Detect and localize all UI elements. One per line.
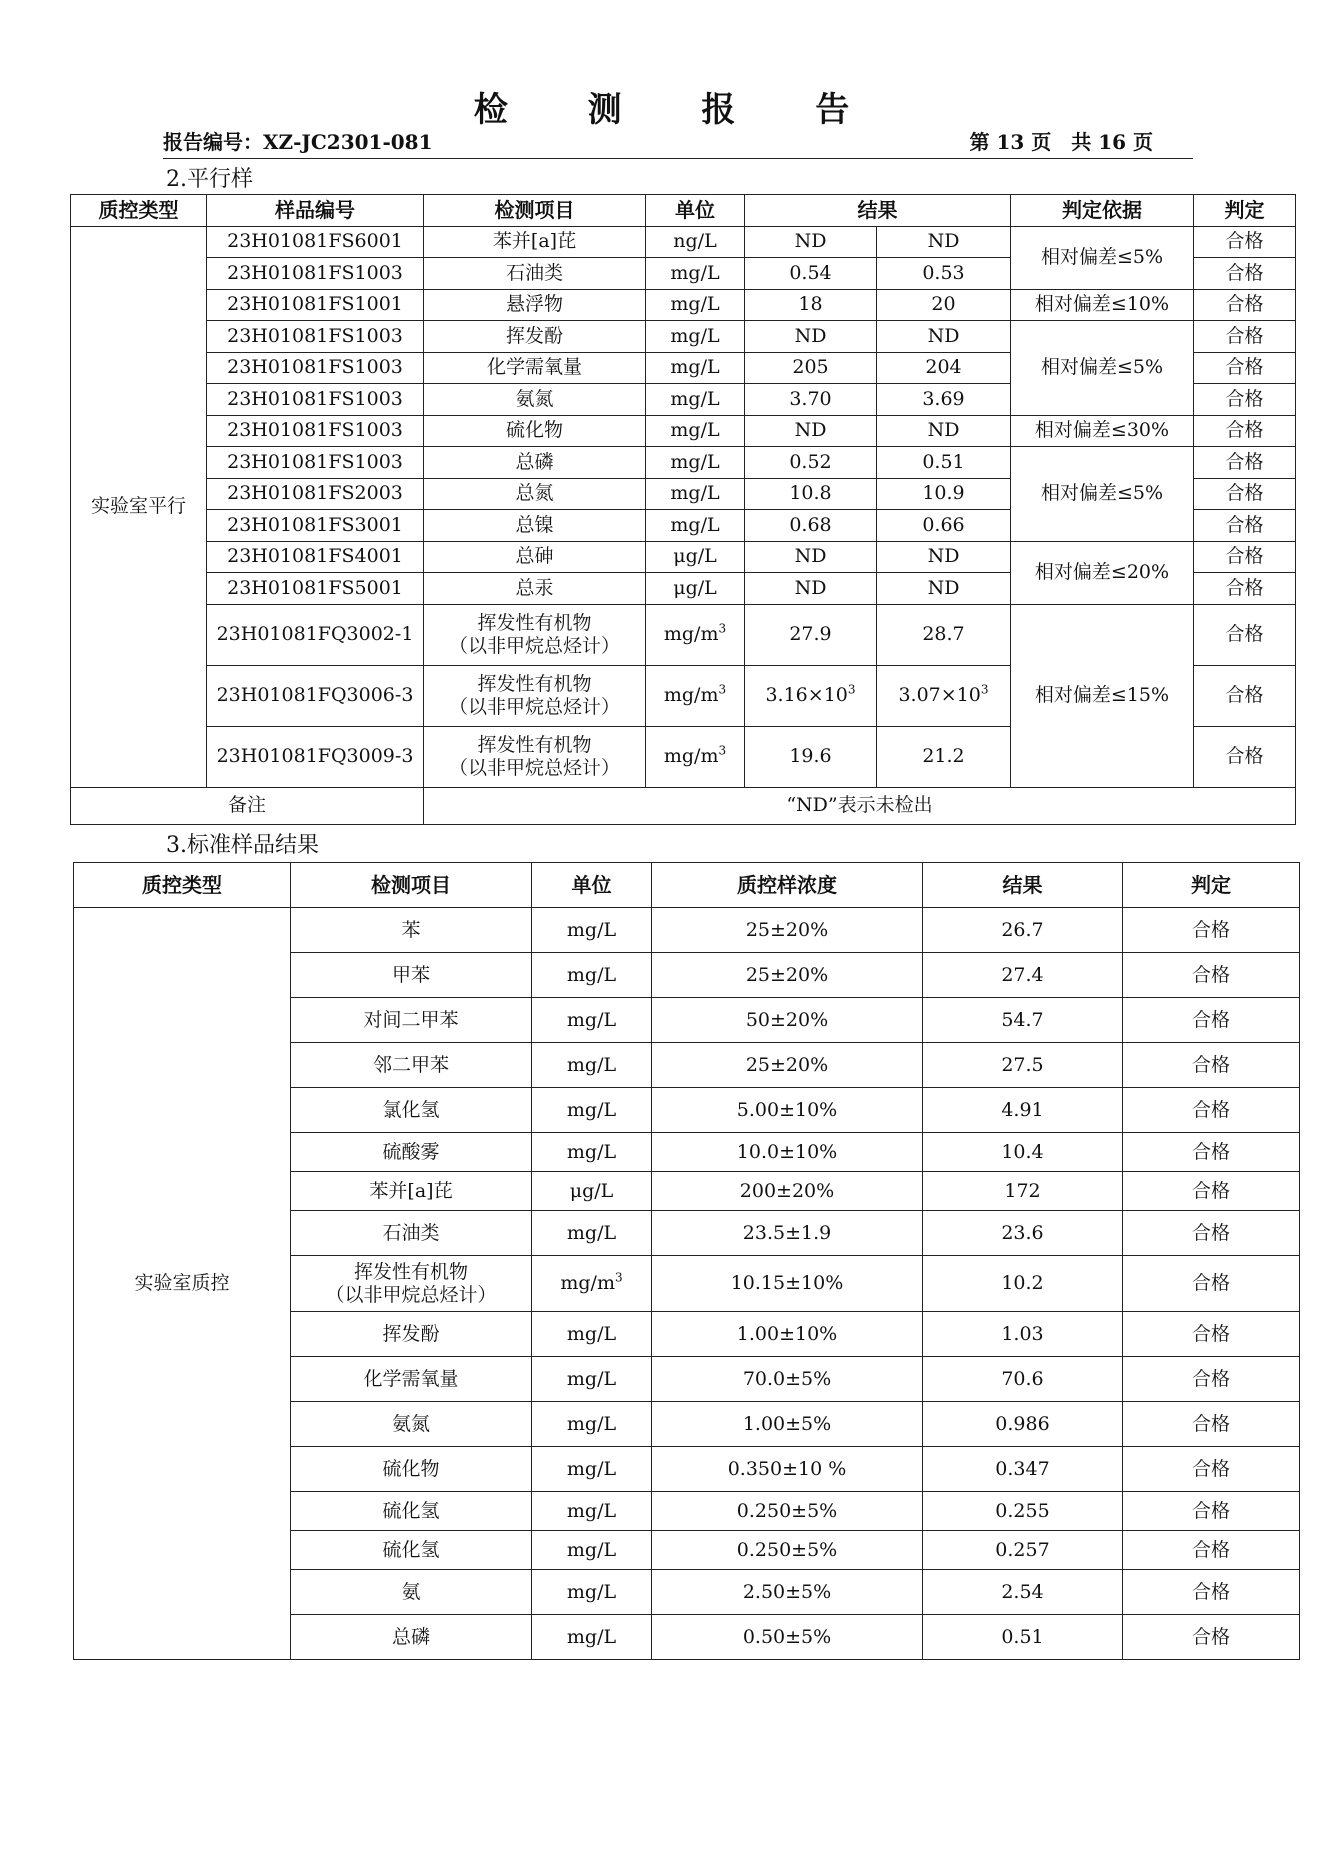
judge-cell: 合格 [1194,321,1296,353]
result1-cell: ND [745,573,877,605]
conc-cell: 25±20% [652,1043,923,1088]
result1-cell [745,665,877,726]
result1-cell: 0.52 [745,447,877,479]
item-cell [291,1256,532,1312]
report-header [163,128,1193,159]
result1-text: 3.16×10 [765,684,848,707]
col-header-item: 检测项目 [291,863,532,908]
unit-cell [532,1256,652,1312]
unit-cell: mg/L [532,1447,652,1492]
judge-cell: 合格 [1123,1088,1300,1133]
unit-cell: mg/L [646,258,745,290]
conc-cell: 2.50±5% [652,1570,923,1615]
sample-cell: 23H01081FS2003 [207,478,424,510]
unit-cell: mg/L [532,1492,652,1531]
result2-cell: ND [877,321,1011,353]
item-line2: （以非甲烷总烃计） [325,1283,497,1306]
result-cell: 1.03 [923,1312,1123,1357]
col-header-sample: 样品编号 [207,195,424,227]
unit-cell: μg/L [646,541,745,573]
section-heading-standard: 3.标准样品结果 [166,833,319,858]
judge-cell: 合格 [1194,352,1296,384]
item-cell: 总磷 [424,447,646,479]
unit-cell: mg/L [532,1402,652,1447]
conc-cell: 0.250±5% [652,1531,923,1570]
sample-cell: 23H01081FQ3009-3 [207,726,424,787]
conc-cell: 25±20% [652,908,923,953]
item-cell: 邻二甲苯 [291,1043,532,1088]
result2-cell: 3.69 [877,384,1011,416]
result-cell: 70.6 [923,1357,1123,1402]
conc-cell: 0.50±5% [652,1615,923,1660]
report-title: 检 测 报 告 [473,90,884,130]
result2-cell [877,665,1011,726]
table-row [71,604,1296,665]
judge-cell: 合格 [1194,447,1296,479]
result-cell: 10.2 [923,1256,1123,1312]
result-cell: 0.257 [923,1531,1123,1570]
result1-cell: 27.9 [745,604,877,665]
judge-cell: 合格 [1123,1043,1300,1088]
item-cell: 挥发酚 [291,1312,532,1357]
result2-cell: 0.53 [877,258,1011,290]
item-cell: 总砷 [424,541,646,573]
unit-text: mg/m [560,1272,615,1295]
item-cell: 苯并[a]芘 [291,1172,532,1211]
unit-cell: mg/L [646,321,745,353]
page-number: 第 13 页 共 16 页 [969,130,1153,154]
sample-cell: 23H01081FS4001 [207,541,424,573]
result-cell: 27.4 [923,953,1123,998]
col-header-unit: 单位 [646,195,745,227]
result1-cell: ND [745,321,877,353]
unit-cell: mg/L [646,415,745,447]
conc-cell: 10.0±10% [652,1133,923,1172]
result2-cell: 21.2 [877,726,1011,787]
unit-cell [646,726,745,787]
item-cell: 苯 [291,908,532,953]
basis-cell: 相对偏差≤5% [1011,447,1194,542]
table-row [71,541,1296,573]
sample-cell: 23H01081FS1003 [207,352,424,384]
item-cell: 硫酸雾 [291,1133,532,1172]
basis-cell: 相对偏差≤5% [1011,226,1194,289]
unit-sup: 3 [718,743,727,758]
conc-cell: 200±20% [652,1172,923,1211]
item-cell: 硫化氢 [291,1492,532,1531]
result-cell: 2.54 [923,1570,1123,1615]
item-cell: 硫化物 [424,415,646,447]
result2-cell: 10.9 [877,478,1011,510]
judge-cell: 合格 [1123,1570,1300,1615]
result-cell: 10.4 [923,1133,1123,1172]
table-row [71,226,1296,258]
sample-cell: 23H01081FS1003 [207,447,424,479]
result1-cell: ND [745,415,877,447]
unit-cell: mg/L [532,1211,652,1256]
judge-cell: 合格 [1123,1615,1300,1660]
basis-cell: 相对偏差≤30% [1011,415,1194,447]
col-header-item: 检测项目 [424,195,646,227]
col-header-basis: 判定依据 [1011,195,1194,227]
result2-cell: ND [877,573,1011,605]
unit-sup: 3 [614,1270,623,1285]
standard-sample-table [73,862,1300,1660]
remark-text: “ND”表示未检出 [424,787,1296,824]
result2-cell: 204 [877,352,1011,384]
unit-cell: μg/L [532,1172,652,1211]
remark-row [71,787,1296,824]
result-cell: 0.51 [923,1615,1123,1660]
unit-cell: mg/L [646,352,745,384]
result-cell: 0.347 [923,1447,1123,1492]
item-cell: 化学需氧量 [424,352,646,384]
result-cell: 23.6 [923,1211,1123,1256]
judge-cell: 合格 [1123,1211,1300,1256]
unit-cell: mg/L [532,1531,652,1570]
col-header-result: 结果 [923,863,1123,908]
unit-text: mg/m [663,623,719,646]
item-cell: 悬浮物 [424,289,646,321]
section-heading-parallel: 2.平行样 [166,167,253,192]
unit-sup: 3 [718,621,727,636]
col-header-unit: 单位 [532,863,652,908]
result2-cell: ND [877,415,1011,447]
judge-cell: 合格 [1123,1312,1300,1357]
judge-cell: 合格 [1123,908,1300,953]
sample-cell: 23H01081FS1003 [207,321,424,353]
item-cell: 苯并[a]芘 [424,226,646,258]
conc-cell: 50±20% [652,998,923,1043]
judge-cell: 合格 [1194,573,1296,605]
result1-cell: 3.70 [745,384,877,416]
basis-cell: 相对偏差≤20% [1011,541,1194,604]
conc-cell: 1.00±10% [652,1312,923,1357]
table-row [71,447,1296,479]
judge-cell: 合格 [1194,415,1296,447]
item-cell: 总镍 [424,510,646,542]
item-cell: 硫化物 [291,1447,532,1492]
result-cell: 172 [923,1172,1123,1211]
remark-label: 备注 [71,787,424,824]
result-cell: 26.7 [923,908,1123,953]
item-cell: 石油类 [291,1211,532,1256]
judge-cell: 合格 [1123,1172,1300,1211]
item-cell: 总汞 [424,573,646,605]
sample-cell: 23H01081FS1003 [207,258,424,290]
judge-cell: 合格 [1194,289,1296,321]
unit-cell: mg/L [532,1043,652,1088]
judge-cell: 合格 [1123,1492,1300,1531]
basis-cell: 相对偏差≤15% [1011,604,1194,787]
col-header-judge: 判定 [1123,863,1300,908]
item-cell: 总氮 [424,478,646,510]
unit-cell: mg/L [646,447,745,479]
item-cell: 总磷 [291,1615,532,1660]
sample-cell: 23H01081FS1003 [207,384,424,416]
judge-cell: 合格 [1123,1402,1300,1447]
judge-cell: 合格 [1194,226,1296,258]
judge-cell: 合格 [1123,1531,1300,1570]
unit-sup: 3 [718,682,727,697]
table-row [71,289,1296,321]
parallel-sample-table [70,194,1296,825]
unit-text: mg/m [663,684,719,707]
result2-cell: 20 [877,289,1011,321]
result-cell: 54.7 [923,998,1123,1043]
sample-cell: 23H01081FS5001 [207,573,424,605]
sample-cell: 23H01081FS6001 [207,226,424,258]
conc-cell: 0.350±10 % [652,1447,923,1492]
item-cell: 氨氮 [291,1402,532,1447]
item-cell [424,665,646,726]
unit-cell: mg/L [532,1088,652,1133]
item-line2: （以非甲烷总烃计） [448,634,620,657]
item-cell [424,726,646,787]
unit-cell: mg/L [532,1312,652,1357]
conc-cell: 5.00±10% [652,1088,923,1133]
item-line2: （以非甲烷总烃计） [448,756,620,779]
judge-cell: 合格 [1123,1357,1300,1402]
unit-cell: mg/L [646,289,745,321]
unit-cell: mg/L [532,953,652,998]
result-cell: 0.986 [923,1402,1123,1447]
table-header-row [71,195,1296,227]
result1-cell: 10.8 [745,478,877,510]
result2-sup: 3 [980,682,989,697]
result2-cell: ND [877,541,1011,573]
sample-cell: 23H01081FS1003 [207,415,424,447]
result2-text: 3.07×10 [898,684,981,707]
unit-cell: mg/L [532,1615,652,1660]
conc-cell: 0.250±5% [652,1492,923,1531]
unit-cell: μg/L [646,573,745,605]
conc-cell: 23.5±1.9 [652,1211,923,1256]
judge-cell: 合格 [1194,604,1296,665]
result-cell: 27.5 [923,1043,1123,1088]
unit-cell: mg/L [532,1133,652,1172]
unit-cell: mg/L [532,998,652,1043]
item-line2: （以非甲烷总烃计） [448,695,620,718]
sample-cell: 23H01081FS1001 [207,289,424,321]
table-row [71,321,1296,353]
report-number: 报告编号：XZ-JC2301-081 [163,130,433,154]
result2-cell: 28.7 [877,604,1011,665]
unit-cell: mg/L [646,478,745,510]
table-header-row [74,863,1300,908]
col-header-qc-type: 质控类型 [74,863,291,908]
result1-cell: 0.68 [745,510,877,542]
qc-type-cell: 实验室平行 [71,226,207,787]
table-row [71,415,1296,447]
sample-cell: 23H01081FS3001 [207,510,424,542]
unit-text: mg/m [663,745,719,768]
col-header-judge: 判定 [1194,195,1296,227]
judge-cell: 合格 [1194,384,1296,416]
table-row [74,908,1300,953]
unit-cell: mg/L [646,384,745,416]
result1-cell: 19.6 [745,726,877,787]
judge-cell: 合格 [1194,510,1296,542]
result1-cell: 0.54 [745,258,877,290]
item-cell: 挥发酚 [424,321,646,353]
item-cell: 对间二甲苯 [291,998,532,1043]
sample-cell: 23H01081FQ3006-3 [207,665,424,726]
unit-cell: ng/L [646,226,745,258]
judge-cell: 合格 [1194,726,1296,787]
conc-cell: 1.00±5% [652,1402,923,1447]
result1-cell: ND [745,541,877,573]
result-cell: 0.255 [923,1492,1123,1531]
conc-cell: 10.15±10% [652,1256,923,1312]
result1-cell: ND [745,226,877,258]
judge-cell: 合格 [1194,258,1296,290]
item-cell: 氨氮 [424,384,646,416]
item-cell: 化学需氧量 [291,1357,532,1402]
result2-cell: 0.66 [877,510,1011,542]
judge-cell: 合格 [1194,478,1296,510]
result1-cell: 18 [745,289,877,321]
unit-cell: mg/L [646,510,745,542]
col-header-result: 结果 [745,195,1011,227]
sample-cell: 23H01081FQ3002-1 [207,604,424,665]
result2-cell: 0.51 [877,447,1011,479]
item-cell: 甲苯 [291,953,532,998]
col-header-qc-type: 质控类型 [71,195,207,227]
item-cell: 氨 [291,1570,532,1615]
item-cell [424,604,646,665]
unit-cell: mg/L [532,908,652,953]
item-line1: 挥发性有机物 [477,672,592,695]
result-cell: 4.91 [923,1088,1123,1133]
unit-cell [646,604,745,665]
item-line1: 挥发性有机物 [477,611,592,634]
basis-cell: 相对偏差≤5% [1011,321,1194,416]
judge-cell: 合格 [1194,541,1296,573]
conc-cell: 25±20% [652,953,923,998]
unit-cell: mg/L [532,1357,652,1402]
judge-cell: 合格 [1123,998,1300,1043]
result1-sup: 3 [847,682,856,697]
judge-cell: 合格 [1194,665,1296,726]
unit-cell: mg/L [532,1570,652,1615]
unit-cell [646,665,745,726]
item-cell: 硫化氢 [291,1531,532,1570]
result2-cell: ND [877,226,1011,258]
qc-type-cell: 实验室质控 [74,908,291,1660]
item-line1: 挥发性有机物 [477,733,592,756]
basis-cell: 相对偏差≤10% [1011,289,1194,321]
judge-cell: 合格 [1123,953,1300,998]
judge-cell: 合格 [1123,1133,1300,1172]
item-cell: 氯化氢 [291,1088,532,1133]
item-line1: 挥发性有机物 [353,1260,468,1283]
judge-cell: 合格 [1123,1447,1300,1492]
judge-cell: 合格 [1123,1256,1300,1312]
result1-cell: 205 [745,352,877,384]
col-header-conc: 质控样浓度 [652,863,923,908]
conc-cell: 70.0±5% [652,1357,923,1402]
item-cell: 石油类 [424,258,646,290]
